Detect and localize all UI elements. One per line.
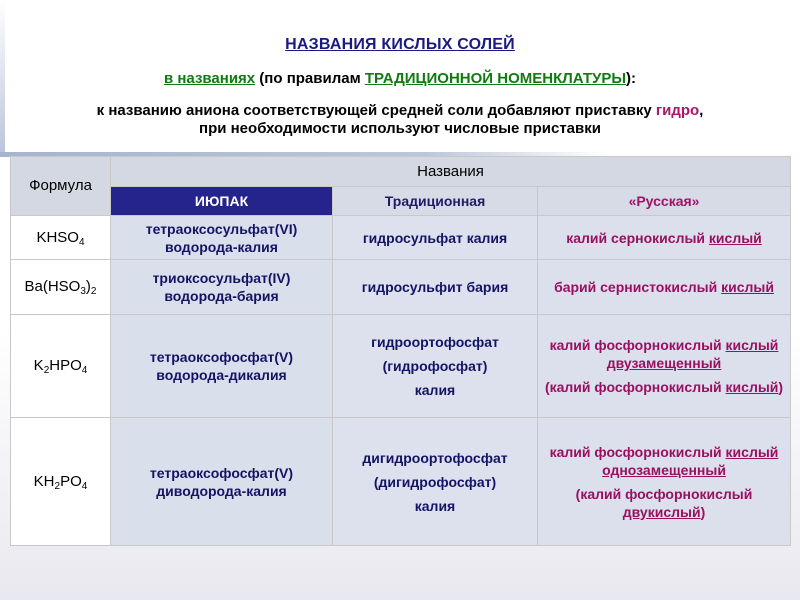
- formula-cell: [11, 315, 111, 418]
- formula-text: PO: [60, 472, 82, 490]
- formula-text: Ba(HSO: [24, 278, 81, 296]
- russian-name-text: (калий фосфорнокислый: [575, 485, 753, 502]
- russian-name-underlined: однозамещенный: [602, 461, 726, 478]
- iupac-name-line: диводорода-калия: [156, 482, 287, 499]
- line-spacer: [541, 479, 787, 485]
- subtitle-prefix: в названиях: [163, 70, 256, 87]
- russian-name-underlined: кислый: [725, 379, 779, 396]
- formula-text: K: [33, 357, 44, 375]
- acid-salts-table: [10, 156, 791, 546]
- iupac-name-line: водорода-дикалия: [156, 367, 287, 384]
- russian-name-underlined: кислый: [721, 279, 774, 296]
- formula-cell: [11, 418, 111, 546]
- traditional-name-line: (гидрофосфат): [382, 358, 488, 375]
- table-row: [11, 215, 791, 260]
- naming-rule: [0, 102, 800, 138]
- traditional-name-line: дигидроортофосфат: [362, 449, 508, 466]
- formula-subscript: 2: [43, 365, 50, 377]
- header-iupac: ИЮПАК: [111, 187, 333, 215]
- iupac-name-cell: [111, 260, 333, 315]
- rule-line1-text: к названию аниона соответствующей средней соли добавляют приставку: [96, 102, 656, 119]
- header-formula: Формула: [11, 157, 111, 216]
- subtitle: [0, 70, 800, 87]
- russian-name-text: ): [700, 503, 706, 520]
- russian-name-underlined: кислый: [708, 229, 762, 246]
- traditional-name-line: гидроортофосфат: [371, 334, 499, 351]
- formula-text: KHSO: [36, 228, 79, 246]
- russian-name-cell: [538, 315, 791, 418]
- traditional-name-cell: [333, 260, 538, 315]
- iupac-name-cell: [111, 418, 333, 546]
- russian-name-text: ): [778, 379, 784, 396]
- russian-name-underlined: двузамещенный: [606, 355, 722, 372]
- russian-name-cell: [538, 215, 791, 260]
- iupac-name-line: тетраоксосульфат(VI): [145, 220, 298, 237]
- line-spacer: [541, 372, 787, 378]
- formula-cell: [11, 260, 111, 315]
- formula-subscript: 2: [54, 480, 61, 492]
- formula-subscript: 2: [90, 286, 97, 298]
- page-title: НАЗВАНИЯ КИСЛЫХ СОЛЕЙ: [285, 36, 515, 53]
- header-russian: «Русская»: [538, 187, 791, 215]
- iupac-name-line: тетраоксофосфат(V): [149, 464, 294, 481]
- subtitle-suffix: ):: [626, 70, 637, 87]
- table-row: [11, 315, 791, 418]
- iupac-name-line: водорода-бария: [164, 288, 279, 305]
- iupac-name-line: тетраоксофосфат(V): [149, 349, 294, 366]
- russian-name-underlined: кислый: [725, 443, 779, 460]
- russian-name-text: калий сернокислый: [566, 229, 709, 246]
- formula-cell: [11, 215, 111, 260]
- formula-subscript: 4: [81, 365, 88, 377]
- russian-name-text: барий сернистокислый: [554, 279, 722, 296]
- formula-subscript: 4: [81, 480, 88, 492]
- traditional-name-line: калия: [414, 497, 456, 514]
- subtitle-middle: (по правилам: [255, 70, 365, 87]
- traditional-name-cell: [333, 315, 538, 418]
- formula-text: ): [85, 278, 91, 296]
- russian-name-text: калий фосфорнокислый: [549, 337, 726, 354]
- formula-subscript: 4: [78, 236, 85, 248]
- header-traditional: Традиционная: [333, 187, 538, 215]
- traditional-name-cell: [333, 215, 538, 260]
- formula-text: HPO: [49, 357, 82, 375]
- russian-name-underlined: двукислый: [622, 503, 701, 520]
- russian-name-underlined: кислый: [725, 337, 779, 354]
- russian-name-cell: [538, 418, 791, 546]
- table-header-row: [11, 157, 791, 187]
- traditional-name-line: (дигидрофосфат): [373, 473, 497, 490]
- formula-text: KH: [33, 472, 55, 490]
- traditional-name-line: гидросульфат калия: [362, 229, 508, 246]
- traditional-name-line: калия: [414, 382, 456, 399]
- iupac-name-cell: [111, 315, 333, 418]
- iupac-name-line: водорода-калия: [165, 238, 278, 255]
- russian-name-text: калий фосфорнокислый: [549, 443, 726, 460]
- header-names: Названия: [111, 157, 791, 187]
- rule-line1-comma: ,: [699, 102, 704, 119]
- traditional-name-line: гидросульфит бария: [361, 279, 509, 296]
- iupac-name-cell: [111, 215, 333, 260]
- rule-prefix-highlight: гидро: [655, 102, 700, 119]
- iupac-name-line: триоксосульфат(IV): [152, 270, 291, 287]
- formula-subscript: 3: [80, 286, 86, 298]
- table-row: [11, 260, 791, 315]
- table-subheader-row: [11, 187, 791, 215]
- subtitle-nomenclature: ТРАДИЦИОННОЙ НОМЕНКЛАТУРЫ: [364, 70, 627, 87]
- table-row: [11, 418, 791, 546]
- traditional-name-cell: [333, 418, 538, 546]
- russian-name-cell: [538, 260, 791, 315]
- rule-line2-text: при необходимости используют числовые приставки: [199, 120, 601, 137]
- russian-name-text: (калий фосфорнокислый: [544, 379, 726, 396]
